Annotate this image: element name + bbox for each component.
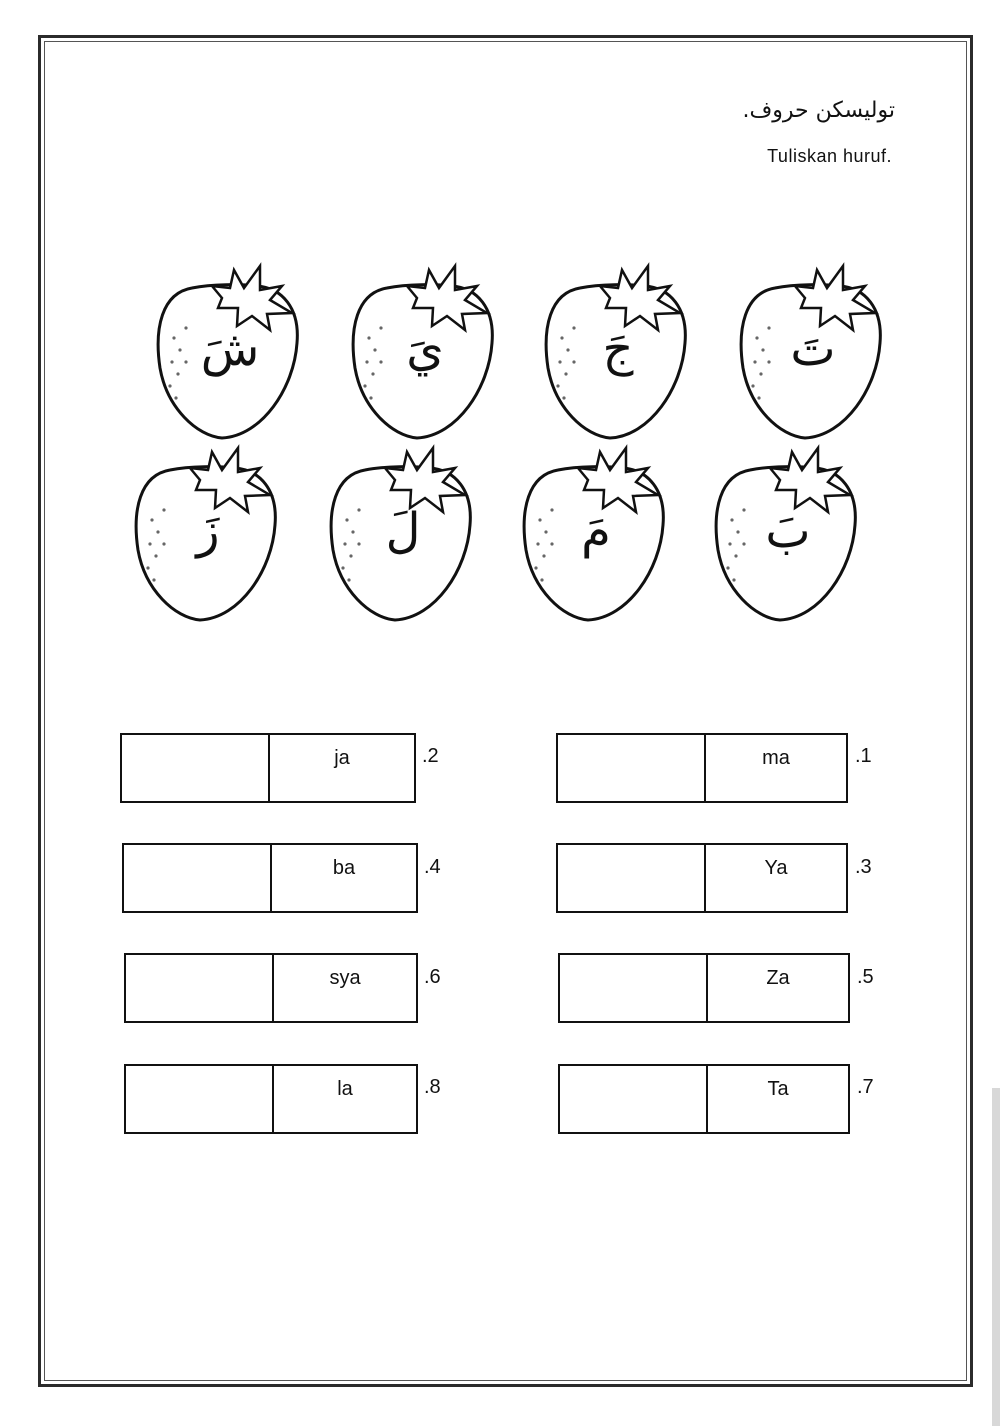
exercise-box-8 bbox=[124, 1064, 418, 1134]
exercise-box-2 bbox=[120, 733, 416, 803]
exercise-box-3 bbox=[556, 843, 848, 913]
answer-blank-7[interactable] bbox=[560, 1066, 708, 1132]
syllable-label-5: Za bbox=[766, 967, 790, 989]
exercise-number-4: .4 bbox=[424, 856, 441, 878]
strawberry-letter: جَ bbox=[602, 321, 634, 377]
strawberry-letter: لَ bbox=[385, 503, 421, 559]
syllable-label-1: ma bbox=[762, 747, 790, 769]
syllable-label-4: ba bbox=[332, 857, 356, 879]
strawberry-card bbox=[540, 258, 690, 443]
answer-blank-1[interactable] bbox=[558, 735, 706, 801]
answer-blank-8[interactable] bbox=[126, 1066, 274, 1132]
answer-blank-5[interactable] bbox=[560, 955, 708, 1021]
exercise-box-1 bbox=[556, 733, 848, 803]
strawberry-card bbox=[347, 258, 497, 443]
strawberry-card bbox=[710, 440, 860, 625]
syllable-label-8: la bbox=[337, 1078, 353, 1100]
exercise-number-7: .7 bbox=[857, 1076, 874, 1098]
exercise-box-5 bbox=[558, 953, 850, 1023]
title-jawi: توليسكن حروف. bbox=[742, 98, 895, 123]
strawberry-card bbox=[130, 440, 280, 625]
syllable-label-6: sya bbox=[329, 967, 361, 989]
exercise-box-7 bbox=[558, 1064, 850, 1134]
exercise-number-8: .8 bbox=[424, 1076, 441, 1098]
exercise-box-6 bbox=[124, 953, 418, 1023]
worksheet-inner-border bbox=[44, 41, 967, 1381]
strawberry-letter: بَ bbox=[765, 503, 811, 559]
strawberry-card bbox=[152, 258, 302, 443]
exercise-number-5: .5 bbox=[857, 966, 874, 988]
exercise-number-6: .6 bbox=[424, 966, 441, 988]
syllable-label-2: ja bbox=[334, 747, 350, 769]
strawberry-card bbox=[518, 440, 668, 625]
exercise-box-4 bbox=[122, 843, 418, 913]
scrollbar[interactable] bbox=[992, 1088, 1000, 1426]
strawberry-card bbox=[325, 440, 475, 625]
exercise-number-2: .2 bbox=[422, 745, 439, 767]
title-rumi: Tuliskan huruf. bbox=[767, 146, 892, 166]
strawberry-letter: مَ bbox=[581, 503, 611, 559]
syllable-label-3: Ya bbox=[764, 857, 788, 879]
exercise-number-1: .1 bbox=[855, 745, 872, 767]
strawberry-letter: يَ bbox=[406, 321, 444, 377]
strawberry-letter: شَ bbox=[200, 321, 260, 377]
syllable-label-7: Ta bbox=[767, 1078, 789, 1100]
answer-blank-3[interactable] bbox=[558, 845, 706, 911]
strawberry-card bbox=[735, 258, 885, 443]
answer-blank-6[interactable] bbox=[126, 955, 274, 1021]
answer-blank-4[interactable] bbox=[124, 845, 272, 911]
answer-blank-2[interactable] bbox=[122, 735, 270, 801]
strawberry-letter: تَ bbox=[790, 321, 836, 377]
strawberry-letter: زَ bbox=[196, 503, 220, 559]
exercise-number-3: .3 bbox=[855, 856, 872, 878]
